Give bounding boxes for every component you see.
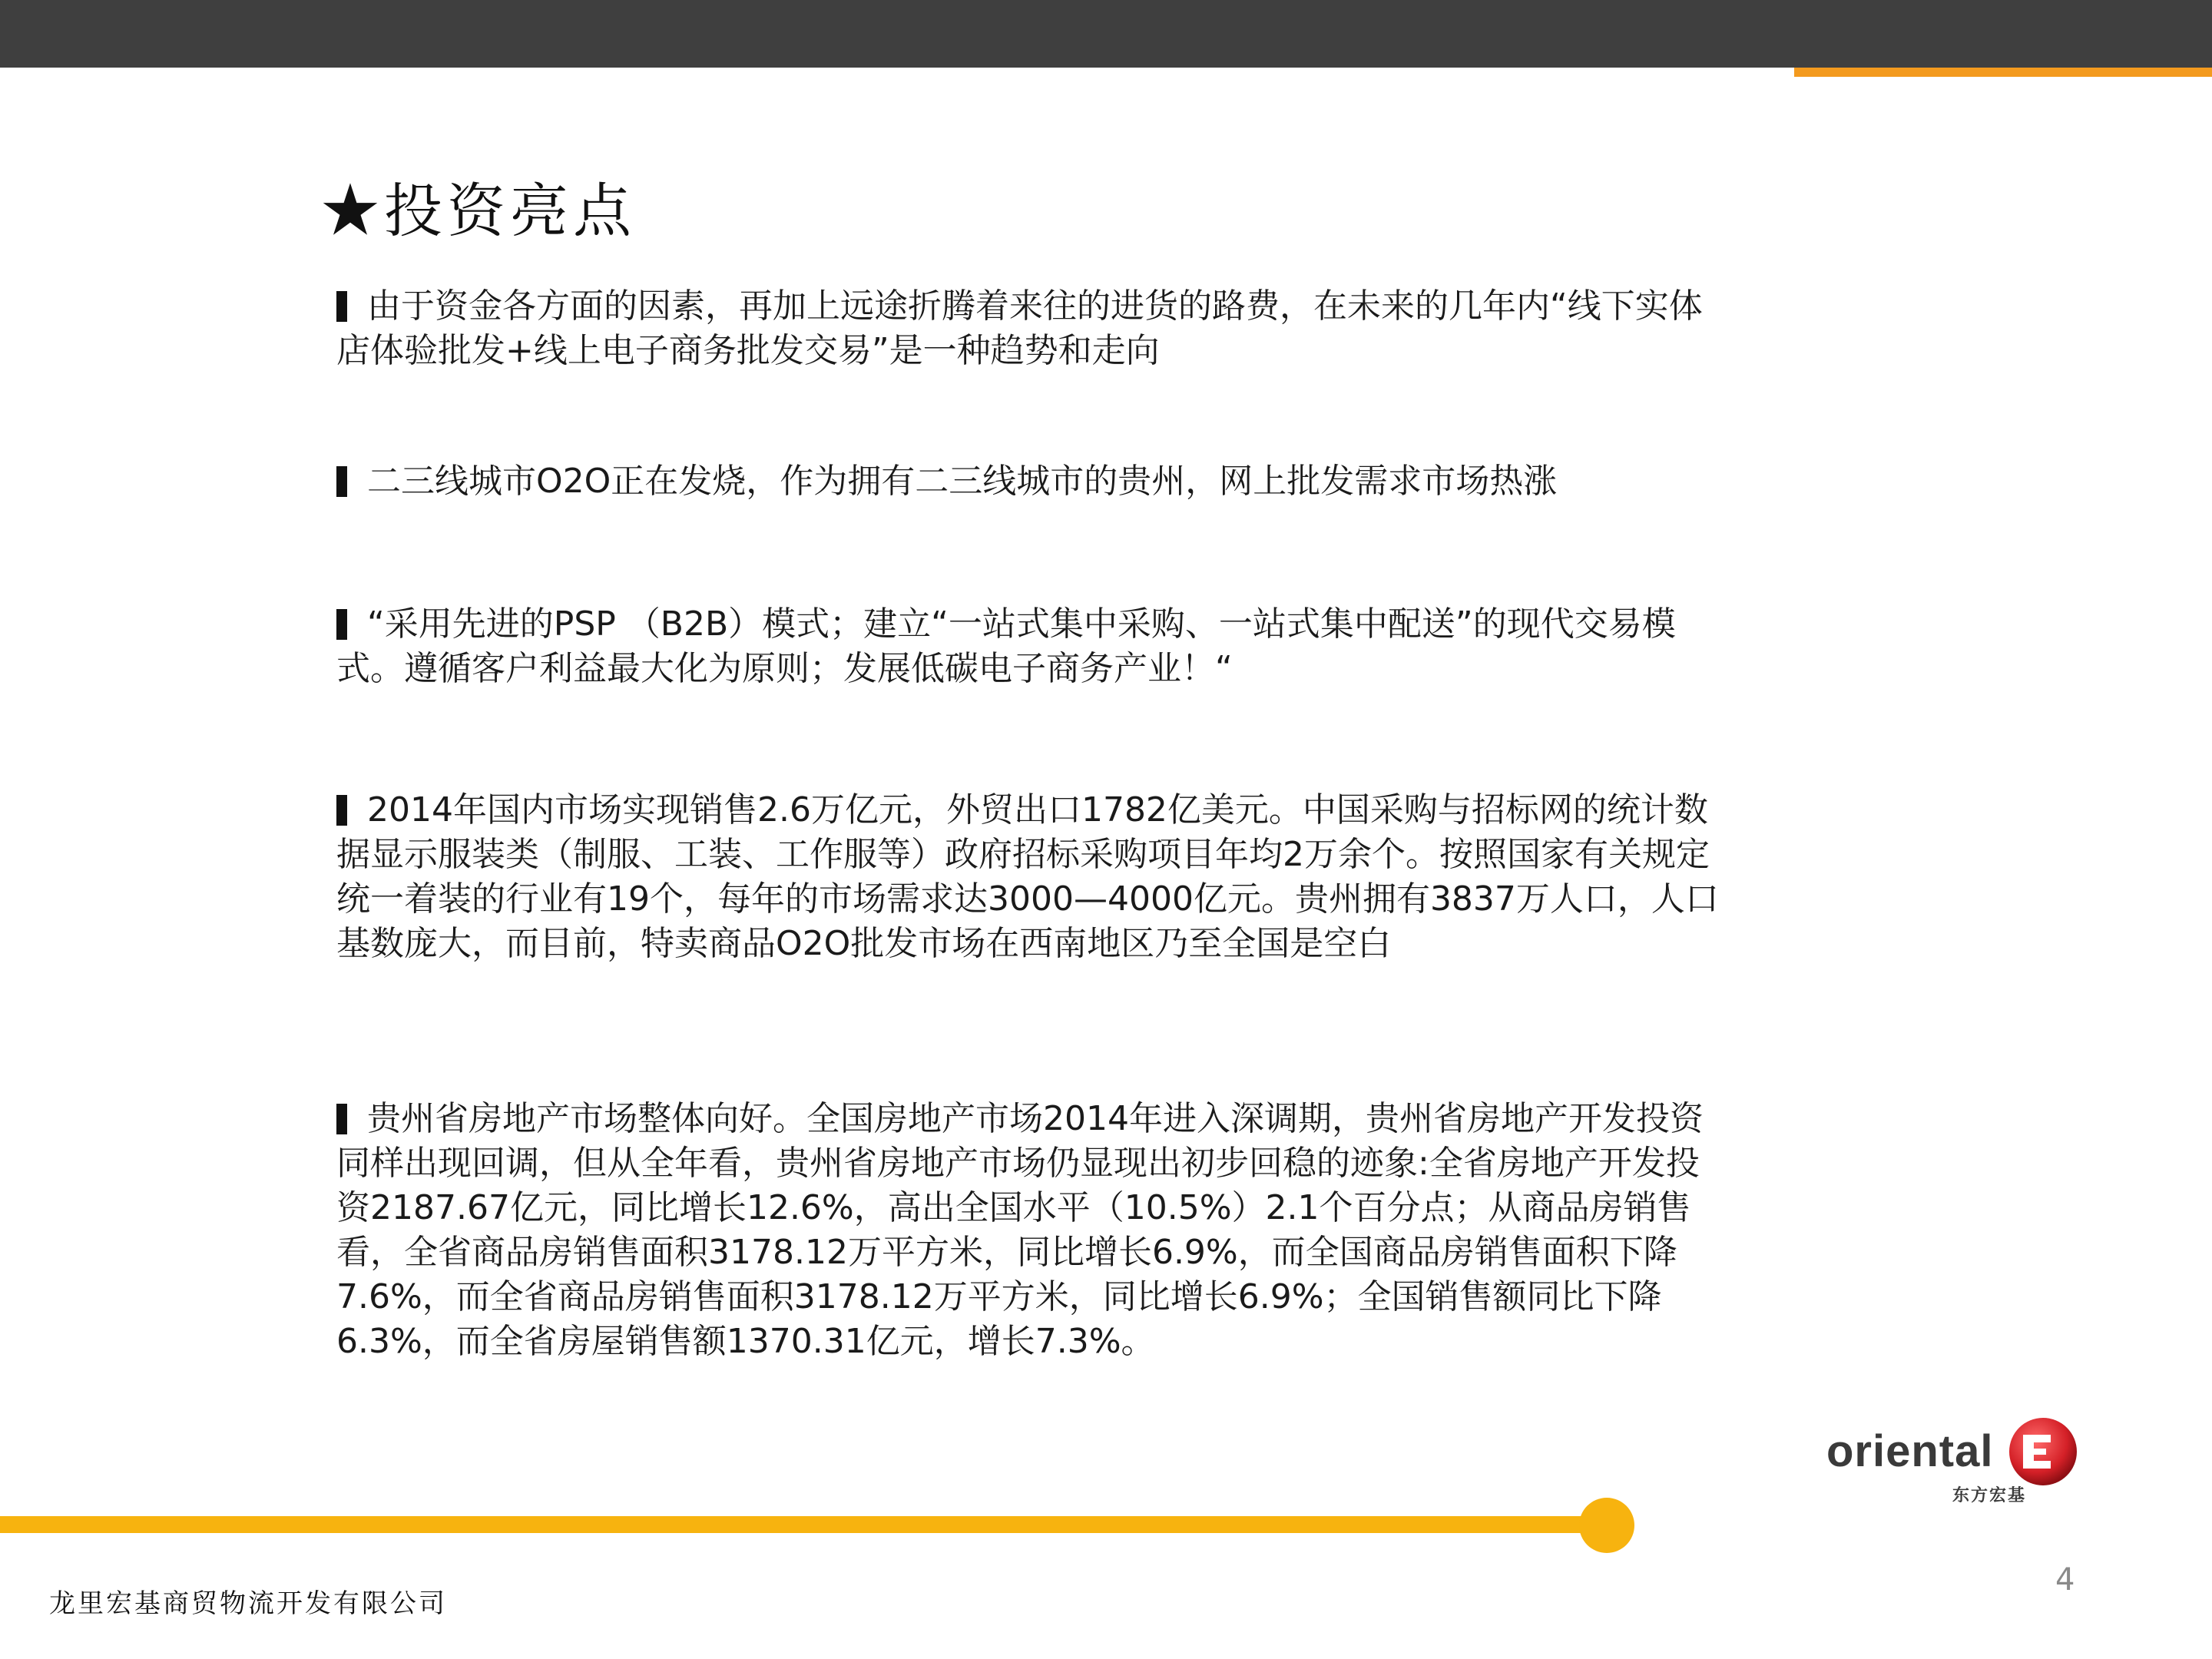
footer-company-name: 龙里宏基商贸物流开发有限公司 <box>49 1588 447 1619</box>
header-bar <box>0 0 2212 68</box>
company-logo <box>1826 1413 2088 1513</box>
footer-line <box>0 1516 1604 1533</box>
logo-subtext: 东方宏基 <box>1952 1486 2027 1505</box>
bullet-marker-icon <box>336 609 347 640</box>
slide-title: ★投资亮点 <box>321 177 636 245</box>
footer-dot <box>1579 1498 1634 1553</box>
page-number: 4 <box>2055 1562 2075 1598</box>
header-accent-line <box>1794 68 2212 77</box>
bullet-text: “采用先进的PSP （B2B）模式；建立“一站式集中采购、一站式集中配送”的现代交易模式。遵循客户利益最大化为原则；发展低碳电子商务产业！“ <box>336 604 1676 688</box>
bullet-text: 二三线城市O2O正在发烧，作为拥有二三线城市的贵州，网上批发需求市场热涨 <box>367 462 1558 501</box>
bullet-marker-icon <box>336 795 347 826</box>
bullet-marker-icon <box>336 291 347 322</box>
logo-emblem-icon <box>2005 1413 2081 1490</box>
bullet-item <box>336 602 1719 691</box>
bullet-text: 2014年国内市场实现销售2.6万亿元，外贸出口1782亿美元。中国采购与招标网的统计数据显示服装类（制服、工装、工作服等）政府招标采购项目年均2万余个。按照国家有关规定统一着装的行业有19个，每年的市场需求达3000—4000亿元。贵州拥有3837万人口，人口基数庞大，而目前，特卖商品O2O批发市场在西南地区乃至全国是空白 <box>336 790 1719 963</box>
bullet-marker-icon <box>336 466 347 497</box>
bullet-item <box>336 788 1719 966</box>
bullet-marker-icon <box>336 1104 347 1134</box>
bullet-item <box>336 459 1719 504</box>
bullet-text: 由于资金各方面的因素，再加上远途折腾着来往的进货的路费，在未来的几年内“线下实体店体验批发+线上电子商务批发交易”是一种趋势和走向 <box>336 286 1703 370</box>
logo-text: oriental <box>1826 1426 1994 1476</box>
bullet-text: 贵州省房地产市场整体向好。全国房地产市场2014年进入深调期，贵州省房地产开发投资同样出现回调，但从全年看，贵州省房地产市场仍显现出初步回稳的迹象:全省房地产开发投资2187.67亿元，同比增长12.6%，高出全国水平（10.5%）2.1个百分点；从商品房销售看，全省商品房销售面积3178.12万平方米，同比增长6.9%，而全国商品房销售面积下降7.6%，而全省商品房销售面积3178.12万平方米，同比增长6.9%；全国销售额同比下降6.3%，而全省房屋销售额1370.31亿元，增长7.3%。 <box>336 1099 1704 1361</box>
bullet-item <box>336 1097 1719 1364</box>
bullet-item <box>336 284 1719 373</box>
